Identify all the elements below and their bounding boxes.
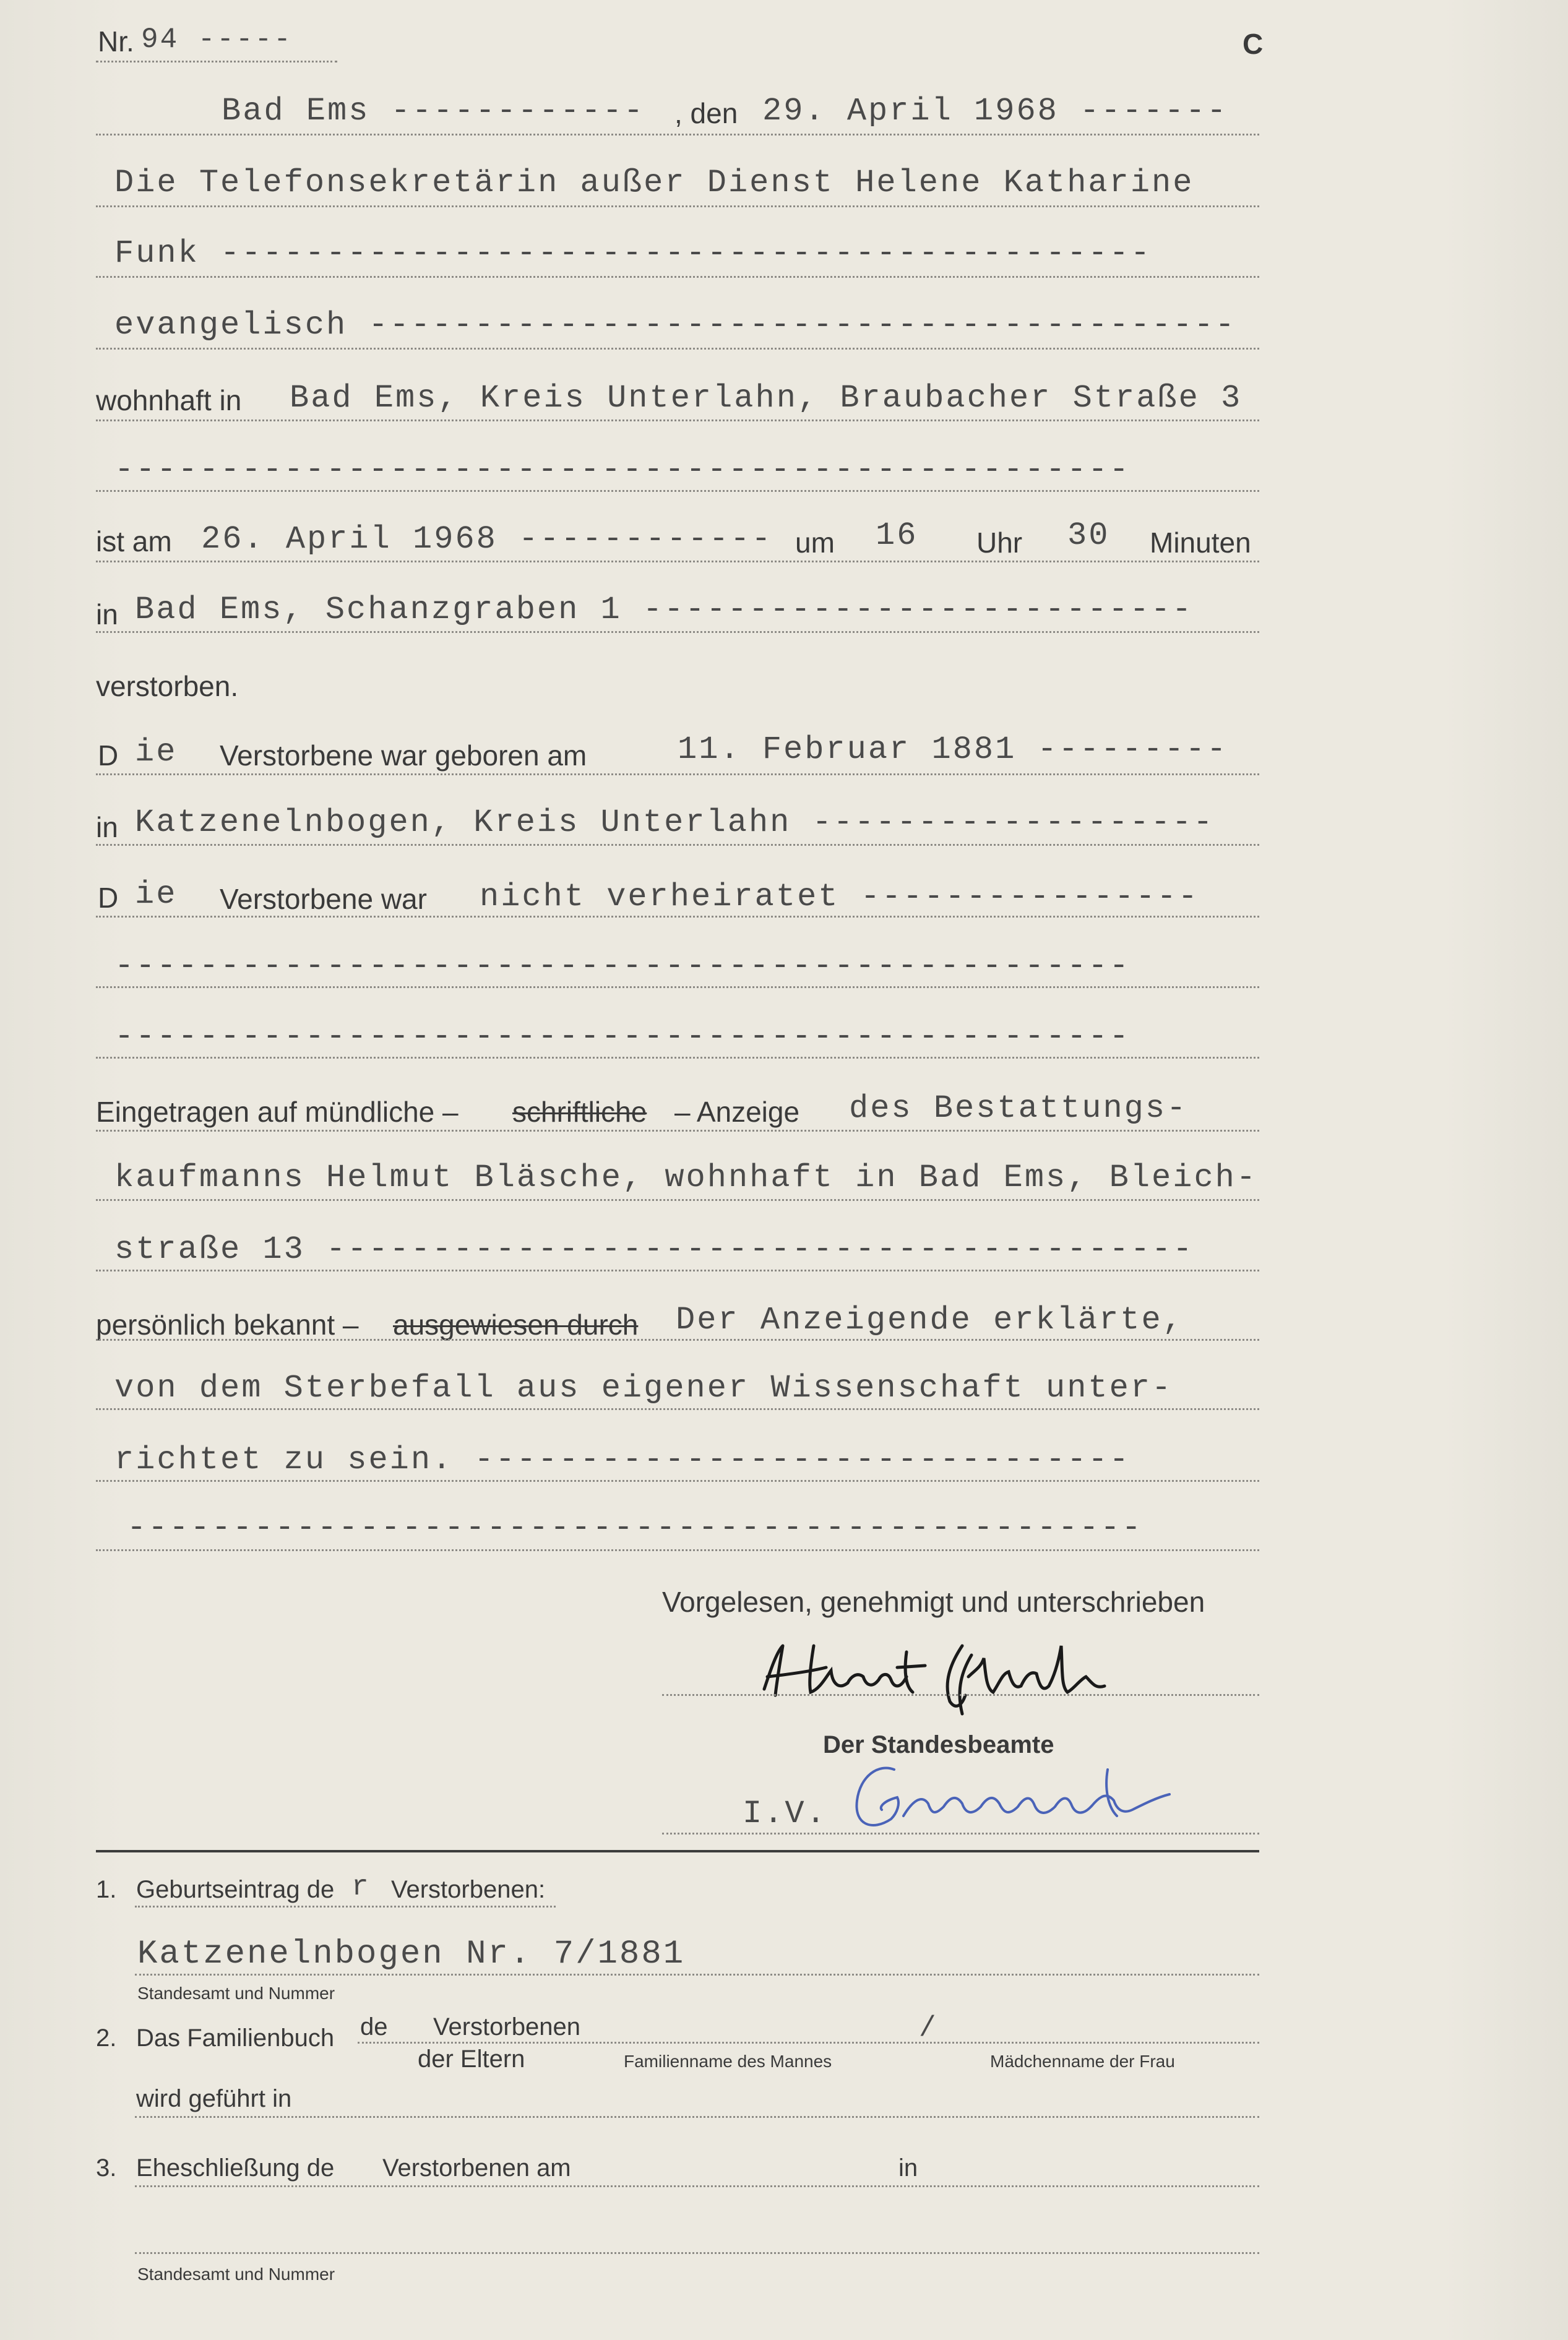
birth-ie: ie — [135, 734, 178, 770]
known-struck: ausgewiesen durch — [393, 1309, 639, 1341]
nr-label: Nr. — [98, 25, 134, 58]
death-minute: 30 — [1067, 517, 1110, 554]
iv-label: I.V. — [743, 1796, 827, 1832]
rule-reg-6 — [96, 1480, 1259, 1482]
uhr-label: Uhr — [976, 527, 1023, 559]
rule-item1-value — [135, 1974, 1259, 1976]
marital-value: nicht verheiratet ---------------- — [480, 879, 1199, 915]
item2-der-eltern: der Eltern — [418, 2045, 525, 2073]
rule-residence — [96, 419, 1259, 421]
item2-label: Das Familienbuch — [136, 2024, 335, 2052]
minuten-label: Minuten — [1150, 527, 1251, 559]
item3-in: in — [898, 2154, 918, 2182]
nr-underline — [96, 61, 337, 62]
rule-informant-signature — [662, 1694, 1259, 1696]
rule-residence-2 — [96, 490, 1259, 492]
item2-verstorbenen: Verstorbenen — [433, 2013, 580, 2041]
registration-value-1: des Bestattungs- — [849, 1090, 1188, 1127]
residence-cont: ------------------------------------------------ — [114, 452, 1131, 488]
rule-reg-1 — [96, 1130, 1259, 1132]
item2-number: 2. — [96, 2024, 117, 2052]
item2-de: de — [360, 2013, 388, 2041]
person-line-2: Funk -------------------------------------------- — [114, 235, 1152, 272]
rule-item2-family-book — [358, 2042, 1259, 2044]
verstorben-label: verstorben. — [96, 670, 239, 702]
marital-label: Verstorbene war — [220, 883, 427, 915]
residence-label: wohnhaft in — [96, 384, 242, 416]
registration-value-2: kaufmanns Helmut Bläsche, wohnhaft in Bad Ems, Bleich- — [114, 1159, 1258, 1196]
rule-item3-registry — [135, 2252, 1259, 2254]
item1-label-a: Geburtseintrag de — [136, 1876, 335, 1903]
birth-d: D — [98, 739, 119, 772]
item2-caption-wife: Mädchenname der Frau — [990, 2052, 1175, 2071]
rule-reg-7 — [96, 1549, 1259, 1551]
ist-am-label: ist am — [96, 525, 172, 557]
marital-cont-1: ------------------------------------------------ — [114, 948, 1131, 984]
form-letter: C — [1243, 28, 1264, 60]
rule-death-date — [96, 561, 1259, 562]
nr-value: 94 ----- — [141, 24, 293, 56]
rule-reg-5 — [96, 1408, 1259, 1410]
known-label: persönlich bekannt – — [96, 1309, 359, 1341]
item2-label-b: wird geführt in — [136, 2085, 292, 2112]
rule-person-1 — [96, 205, 1259, 207]
rule-religion — [96, 348, 1259, 350]
item1-label-b: Verstorbenen: — [391, 1876, 546, 1903]
marital-ie: ie — [135, 876, 178, 913]
informant-signature — [758, 1633, 1160, 1720]
person-line-1: Die Telefonsekretärin außer Dienst Helene Katharine — [114, 165, 1194, 201]
registrar-label: Der Standesbeamte — [823, 1731, 1054, 1758]
death-place: Bad Ems, Schanzgraben 1 -------------------------- — [135, 591, 1194, 628]
rule-reg-3 — [96, 1270, 1259, 1271]
registration-value-5: von dem Sterbefall aus eigener Wissenschaft unter- — [114, 1370, 1173, 1406]
section-divider — [96, 1850, 1259, 1852]
birth-in-label: in — [96, 811, 118, 843]
rule-registrar-signature — [662, 1833, 1259, 1835]
item2-slash: / — [919, 2012, 938, 2044]
in-label: in — [96, 598, 118, 630]
read-approved-label: Vorgelesen, genehmigt und unterschrieben — [662, 1586, 1205, 1618]
item2-caption-husband: Familienname des Mannes — [624, 2052, 832, 2071]
rule-item2-kept-in — [135, 2116, 1259, 2118]
death-hour: 16 — [876, 517, 918, 554]
registration-value-6: richtet zu sein. ------------------------------- — [114, 1442, 1131, 1478]
item1-caption: Standesamt und Nummer — [137, 1984, 335, 2003]
item1-value: Katzenelnbogen Nr. 7/1881 — [137, 1935, 686, 1973]
birth-label: Verstorbene war geboren am — [220, 739, 587, 772]
registration-value-3: straße 13 ----------------------------------------- — [114, 1231, 1194, 1268]
registration-value-4: Der Anzeigende erklärte, — [676, 1302, 1184, 1338]
registration-label-b: – Anzeige — [674, 1096, 800, 1128]
um-label: um — [795, 527, 835, 559]
rule-person-2 — [96, 276, 1259, 278]
rule-item3-marriage — [135, 2185, 1259, 2187]
marital-d: D — [98, 882, 119, 914]
rule-marital-3 — [96, 1057, 1259, 1059]
birth-place: Katzenelnbogen, Kreis Unterlahn ------------------- — [135, 804, 1215, 841]
registration-value-7: ------------------------------------------------ — [127, 1510, 1143, 1546]
place-of-record: Bad Ems ------------ — [222, 93, 645, 129]
registration-label-a: Eingetragen auf mündliche – — [96, 1096, 459, 1128]
rule-death-place — [96, 631, 1259, 633]
rule-item1-label — [135, 1906, 556, 1908]
death-date: 26. April 1968 ------------ — [201, 521, 773, 557]
item3-label-b: Verstorbenen am — [382, 2154, 571, 2182]
rule-marital-2 — [96, 986, 1259, 988]
item1-insert: r — [351, 1871, 371, 1903]
rule-birth-date — [96, 773, 1259, 775]
item3-label-a: Eheschließung de — [136, 2154, 335, 2182]
marital-cont-2: ------------------------------------------------ — [114, 1018, 1131, 1055]
rule-date — [96, 134, 1259, 135]
record-date: 29. April 1968 ------- — [762, 93, 1228, 129]
registration-struck: schriftliche — [512, 1096, 647, 1128]
rule-reg-2 — [96, 1199, 1259, 1201]
rule-birth-place — [96, 844, 1259, 846]
residence-value: Bad Ems, Kreis Unterlahn, Braubacher Straße 3 — [290, 380, 1243, 416]
registrar-signature — [842, 1757, 1213, 1850]
den-label: , den — [674, 97, 738, 129]
rule-marital — [96, 916, 1259, 918]
rule-reg-4 — [96, 1339, 1259, 1341]
religion: evangelisch ----------------------------------------- — [114, 307, 1236, 343]
item1-number: 1. — [96, 1876, 117, 1903]
item3-caption: Standesamt und Nummer — [137, 2265, 335, 2284]
birth-date: 11. Februar 1881 --------- — [678, 731, 1228, 768]
item3-number: 3. — [96, 2154, 117, 2182]
